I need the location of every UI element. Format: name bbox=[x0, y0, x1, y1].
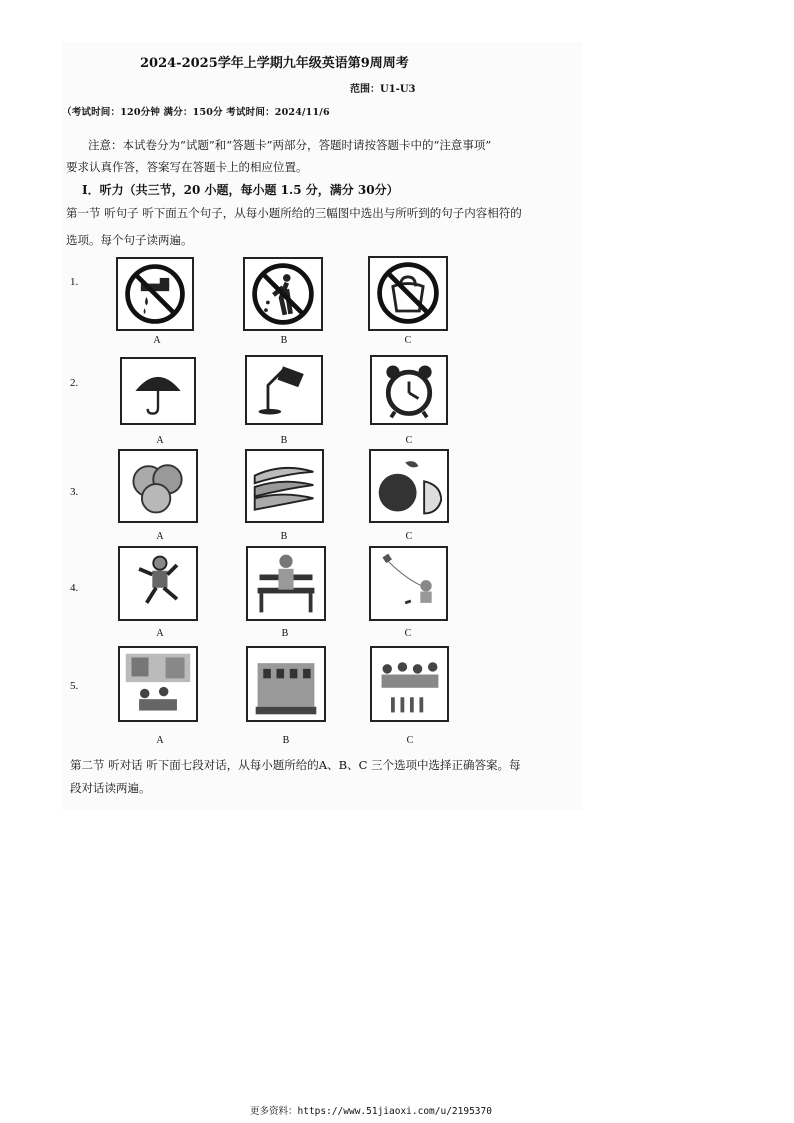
notice-line-1: 注意：本试卷分为“试题”和“答题卡”两部分，答题时请按答题卡中的“注意事项” bbox=[88, 138, 492, 152]
exam-scope: 范围：U1-U3 bbox=[350, 84, 416, 95]
boy-dancing-icon[interactable] bbox=[118, 546, 198, 621]
part-1-instructions-line-1: 第一节 听句子 听下面五个句子，从每小题所给的三幅图中选出与所听到的句子内容相符的 bbox=[66, 206, 522, 220]
classroom-scene-icon[interactable] bbox=[118, 646, 198, 722]
exam-info: （考试时间：120分钟 满分：150分 考试时间：2024/11/6 bbox=[62, 107, 330, 118]
question-number: 3. bbox=[70, 486, 79, 498]
part-2-instructions-line-2: 段对话读两遍。 bbox=[70, 781, 151, 795]
option-label: B bbox=[280, 435, 288, 446]
part-2-instructions-line-1: 第二节 听对话 听下面七段对话，从每小题所给的A、B、C 三个选项中选择正确答案。每 bbox=[70, 758, 521, 772]
part-1-instructions-line-2: 选项。每个句子读两遍。 bbox=[66, 233, 193, 247]
alarm-clock-icon[interactable] bbox=[370, 355, 448, 425]
question-number: 2. bbox=[70, 377, 79, 389]
notice-line-2: 要求认真作答，答案写在答题卡上的相应位置。 bbox=[66, 160, 308, 174]
building-scene-icon[interactable] bbox=[246, 646, 326, 722]
option-label: C bbox=[406, 735, 414, 746]
desk-lamp-icon[interactable] bbox=[245, 355, 323, 425]
no-littering-icon[interactable] bbox=[243, 257, 323, 331]
option-label: A bbox=[156, 735, 164, 746]
option-label: B bbox=[280, 531, 288, 542]
option-label: A bbox=[156, 628, 164, 639]
boy-on-bench-icon[interactable] bbox=[246, 546, 326, 621]
option-label: A bbox=[153, 335, 161, 346]
oranges-icon[interactable] bbox=[118, 449, 198, 523]
boy-flying-kite-icon[interactable] bbox=[369, 546, 448, 621]
no-plastic-bag-icon[interactable] bbox=[368, 256, 448, 331]
option-label: C bbox=[404, 335, 412, 346]
option-label: A bbox=[156, 531, 164, 542]
bananas-icon[interactable] bbox=[245, 449, 324, 523]
option-label: B bbox=[282, 735, 290, 746]
option-label: A bbox=[156, 435, 164, 446]
question-number: 4. bbox=[70, 582, 79, 594]
section-1-heading: Ⅰ．听力（共三节，20 小题，每小题 1.5 分，满分 30分） bbox=[82, 183, 399, 197]
question-number: 5. bbox=[70, 680, 79, 692]
option-label: C bbox=[404, 628, 412, 639]
option-label: B bbox=[280, 335, 288, 346]
option-label: C bbox=[405, 531, 413, 542]
no-water-tap-icon[interactable] bbox=[116, 257, 194, 331]
question-number: 1. bbox=[70, 276, 79, 288]
footer-link[interactable]: 更多资料：https://www.51jiaoxi.com/u/2195370 bbox=[250, 1106, 492, 1117]
option-label: C bbox=[405, 435, 413, 446]
option-label: B bbox=[281, 628, 289, 639]
umbrella-icon[interactable] bbox=[120, 357, 196, 425]
crosswalk-scene-icon[interactable] bbox=[370, 646, 449, 722]
exam-title: 2024-2025学年上学期九年级英语第9周周考 bbox=[140, 56, 409, 71]
apple-icon[interactable] bbox=[369, 449, 449, 523]
